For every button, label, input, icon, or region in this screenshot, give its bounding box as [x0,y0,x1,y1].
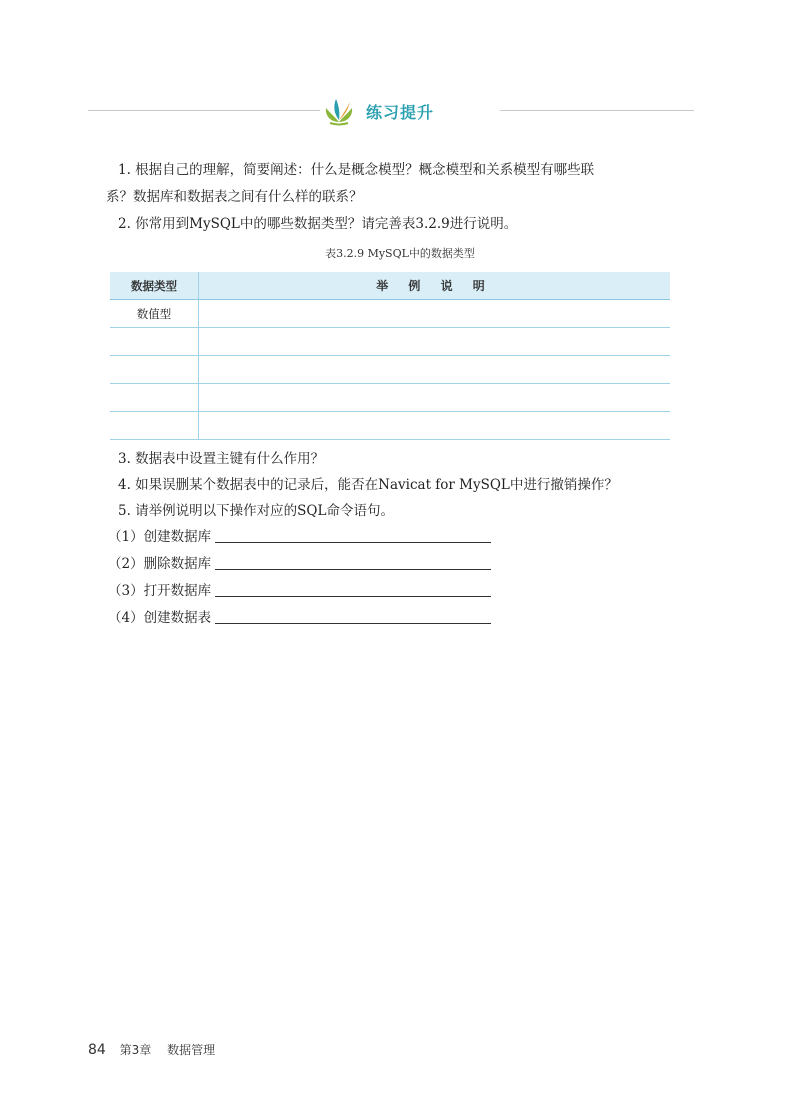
table-cell-type: 数值型 [110,300,199,327]
header-data-type: 数据类型 [110,272,199,299]
fill-item [108,551,688,578]
table-row [110,356,670,384]
table-row [110,300,670,328]
table-cell-type[interactable] [110,328,199,355]
table-header-row [110,272,670,300]
fill-item-label: （4）创建数据表 [108,610,212,626]
fill-item-label: （3）打开数据库 [108,583,212,599]
table-cell-type[interactable] [110,356,199,383]
chapter-label: 第3章 [119,1043,152,1057]
table-cell-example[interactable] [199,412,670,439]
fill-item [108,524,688,551]
answer-blank[interactable] [215,528,491,543]
table-cell-type[interactable] [110,412,199,439]
answer-blank[interactable] [215,609,491,624]
question-4: 4. 如果误删某个数据表中的记录后，能否在Navicat for MySQL中进行撤销操作？ [118,477,618,493]
fill-item-label: （1）创建数据库 [108,529,212,545]
answer-blank[interactable] [215,555,491,570]
table-row [110,328,670,356]
table-cell-example[interactable] [199,300,670,327]
page-footer [88,1041,215,1058]
chapter-title: 数据管理 [167,1043,216,1057]
header-example: 举 例 说 明 [376,279,493,293]
table-row [110,384,670,412]
banner-rule-right [500,110,694,111]
question-1 [106,157,698,211]
table-row [110,412,670,440]
question-2: 2. 你常用到MySQL中的哪些数据类型？请完善表3.2.9进行说明。 [118,216,518,232]
data-types-table [110,272,670,440]
answer-blank[interactable] [215,582,491,597]
table-cell-example[interactable] [199,384,670,411]
section-banner [88,92,694,132]
table-cell-type[interactable] [110,384,199,411]
fill-item [108,578,688,605]
section-title: 练习提升 [366,103,435,122]
leaf-logo-icon [322,96,356,126]
question-1-line-2: 系？数据库和数据表之间有什么样的联系？ [106,189,363,205]
table-caption: 表3.2.9 MySQL中的数据类型 [325,247,475,260]
question-5: 5. 请举例说明以下操作对应的SQL命令语句。 [118,503,394,519]
question-1-line-1: 1. 根据自己的理解，简要阐述：什么是概念模型？概念模型和关系模型有哪些联 [118,162,595,178]
page-number: 84 [88,1042,106,1058]
fill-item-label: （2）删除数据库 [108,556,212,572]
table-cell-example[interactable] [199,356,670,383]
question-3: 3. 数据表中设置主键有什么作用？ [118,451,325,467]
table-cell-example[interactable] [199,328,670,355]
fill-item [108,605,688,632]
banner-rule-left [88,110,320,111]
